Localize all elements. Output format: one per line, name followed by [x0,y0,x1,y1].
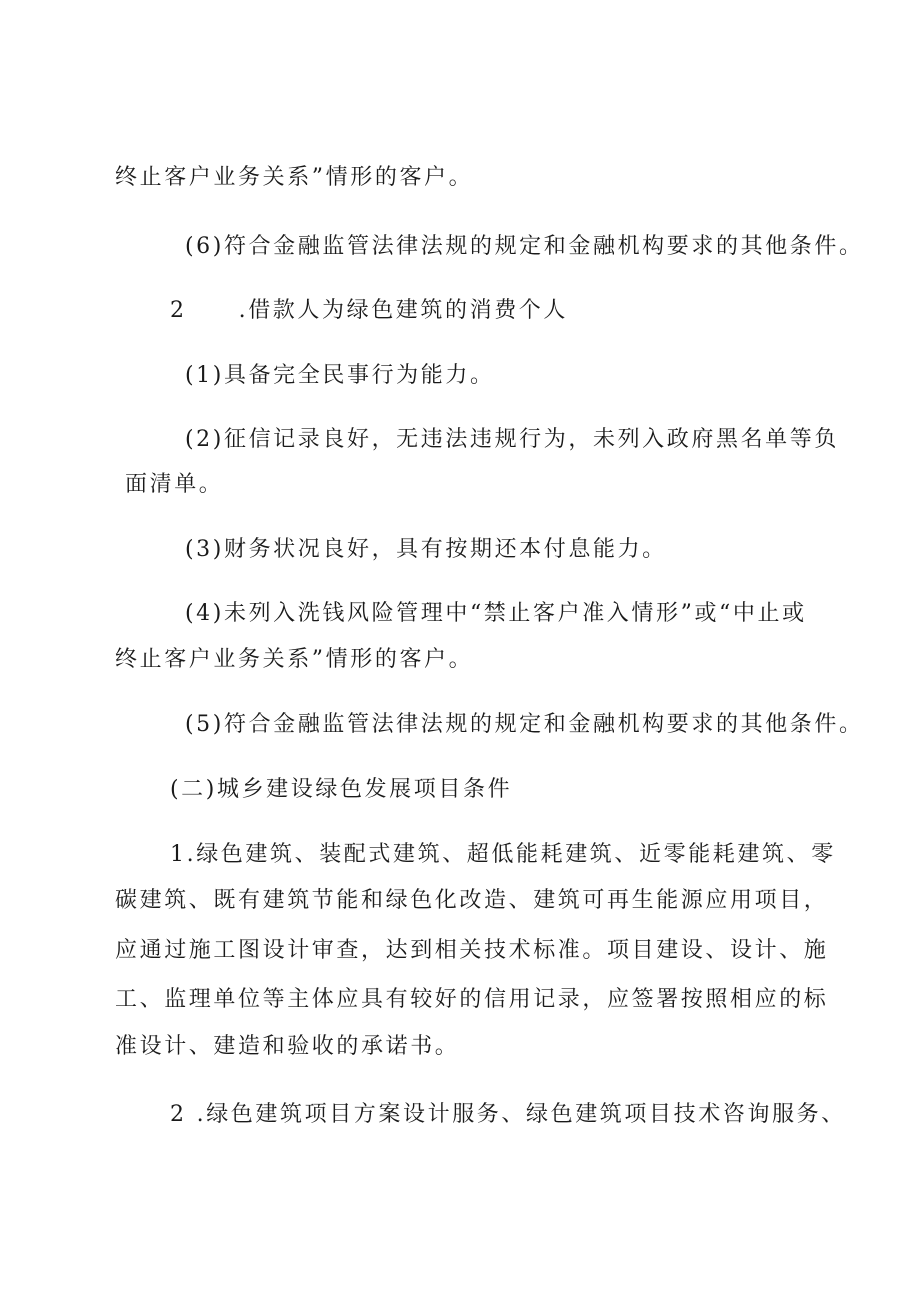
section-heading-er: (二)城乡建设绿色发展项目条件 [170,777,513,802]
section-title: .绿色建筑项目方案设计服务、绿色建筑项目技术咨询服务、 [196,1102,846,1127]
paragraph-line: 终止客户业务关系”情形的客户。 [115,165,474,190]
paragraph-line: 工、监理单位等主体应具有较好的信用记录，应签署按照相应的标 [115,987,829,1012]
list-item-1: (1)具备完全民事行为能力。 [185,363,495,388]
paragraph-line: 准设计、建造和验收的承诺书。 [115,1034,460,1059]
paragraph-line: 面清单。 [125,472,224,497]
list-item-5: (5)符合金融监管法律法规的规定和金融机构要求的其他条件。 [185,712,864,737]
paragraph-line: 1.绿色建筑、装配式建筑、超低能耗建筑、近零能耗建筑、零 [170,842,836,867]
section-number: 2 [170,1102,187,1127]
section-number: 2 [170,298,187,323]
list-item-6: (6)符合金融监管法律法规的规定和金融机构要求的其他条件。 [185,234,864,259]
section-title: .借款人为绿色建筑的消费个人 [238,298,569,323]
list-item-2: (2)征信记录良好，无违法违规行为，未列入政府黑名单等负 [185,427,839,452]
paragraph-line: 终止客户业务关系”情形的客户。 [115,647,474,672]
paragraph-line: 应通过施工图设计审查，达到相关技术标准。项目建设、设计、施 [115,938,829,963]
section-heading-2b [170,1100,846,1130]
paragraph-line: 碳建筑、既有建筑节能和绿色化改造、建筑可再生能源应用项目， [115,888,829,913]
list-item-4: (4)未列入洗钱风险管理中“禁止客户准入情形”或“中止或 [185,601,807,626]
list-item-3: (3)财务状况良好，具有按期还本付息能力。 [185,537,667,562]
section-heading-2 [170,296,568,326]
